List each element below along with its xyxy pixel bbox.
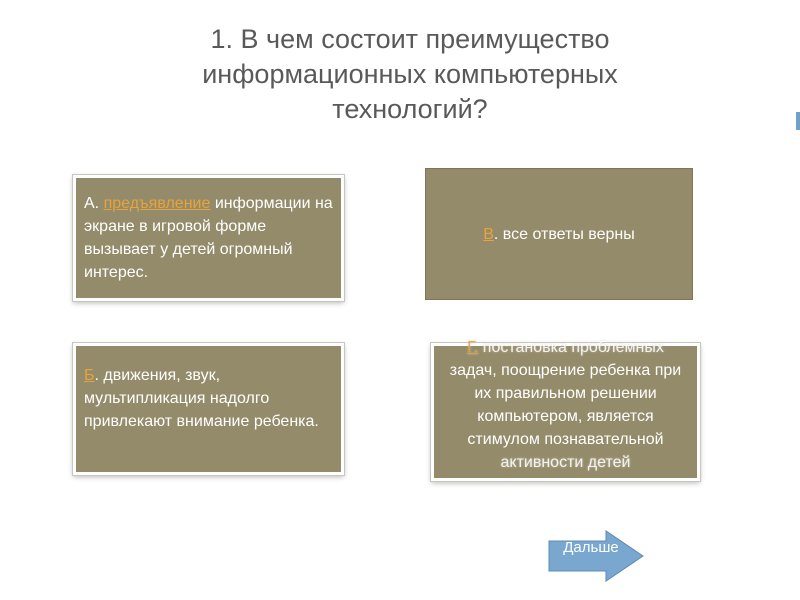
option-g-text-bottom: активности детей xyxy=(500,454,631,471)
question-title xyxy=(150,22,670,127)
option-g-text-main: задач, поощрение ребенка при их правильном решении компьютером, является стимулом познавательной xyxy=(449,362,682,448)
option-a-keyword-link[interactable]: предъявление xyxy=(103,195,211,212)
side-marker xyxy=(796,112,800,130)
option-b-text: . движения, звук, мультипликация надолго привлекают внимание ребенка. xyxy=(84,367,319,430)
option-v-text: . все ответы верны xyxy=(493,225,635,243)
option-b-letter: Б xyxy=(84,367,95,384)
option-v-letter: В xyxy=(483,225,494,243)
answer-option-v[interactable] xyxy=(425,168,693,300)
answer-option-b[interactable] xyxy=(73,343,344,475)
answer-option-a[interactable] xyxy=(73,175,344,301)
next-button-label: Дальше xyxy=(563,539,619,556)
question-number: 1. xyxy=(210,24,234,54)
answer-option-g[interactable] xyxy=(431,339,700,481)
option-a-text: информации на экране в игровой форме вызывает у детей огромный интерес. xyxy=(84,195,333,281)
option-g-text-top: постановка проблемных xyxy=(482,339,664,356)
question-text: В чем состоит преимущество информационных компьютерных технологий? xyxy=(202,24,618,124)
option-g-letter: Г. xyxy=(467,339,479,356)
next-button[interactable] xyxy=(548,530,644,582)
option-a-letter: А. xyxy=(84,195,100,212)
